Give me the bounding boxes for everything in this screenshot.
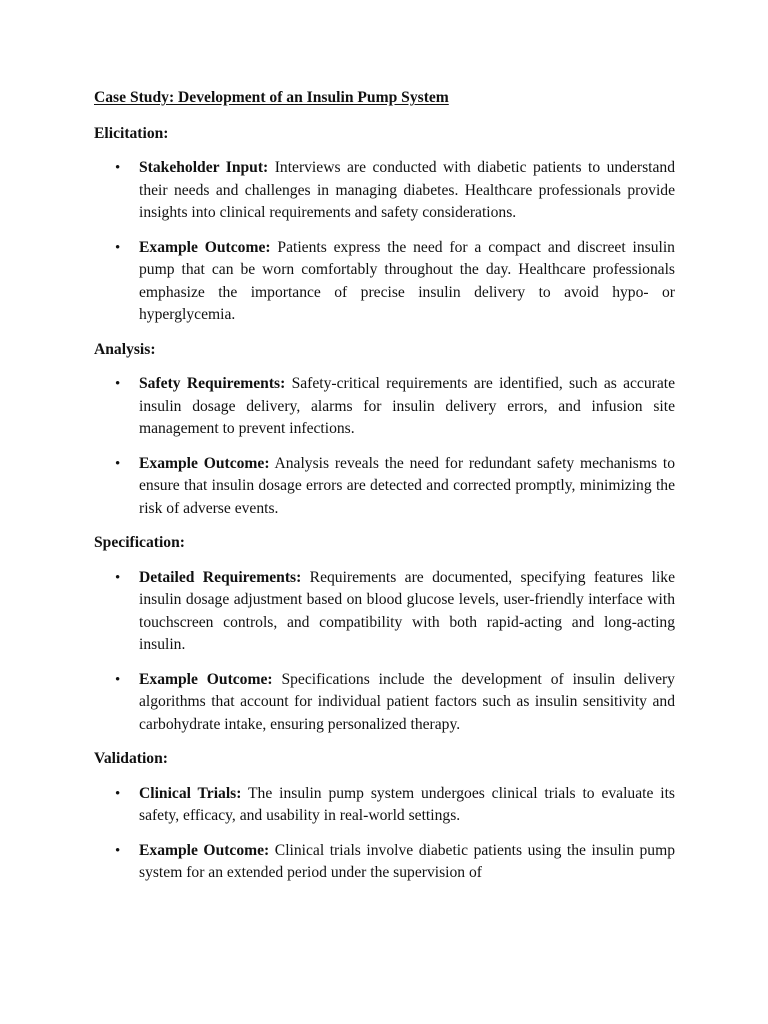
bullet-list xyxy=(94,783,675,885)
bullet-icon: • xyxy=(115,376,121,392)
section-elicitation xyxy=(94,123,675,327)
bullet-term: Safety Requirements: xyxy=(139,375,286,392)
section-heading: Specification: xyxy=(94,534,185,551)
bullet-icon: • xyxy=(115,455,121,472)
bullet-term: Clinical Trials: xyxy=(139,784,242,802)
bullet-term: Detailed Requirements: xyxy=(139,568,302,586)
section-heading: Analysis: xyxy=(94,340,156,358)
section-specification xyxy=(94,532,675,736)
bullet-icon: • xyxy=(115,160,121,176)
bullet-term: Example Outcome: xyxy=(139,238,271,256)
bullet-item xyxy=(94,567,675,657)
bullet-text: Analysis reveals the need for redundant safety mechanisms to ensure that insulin dosage errors are detected and corrected promptly, minimizing the risk of adverse events. xyxy=(139,454,675,517)
bullet-icon: • xyxy=(115,239,121,256)
document-page xyxy=(94,87,675,897)
bullet-icon: • xyxy=(115,785,121,802)
section-analysis xyxy=(94,339,675,521)
bullet-term: Example Outcome: xyxy=(139,841,270,859)
bullet-item xyxy=(94,373,675,441)
bullet-text: Requirements are documented, specifying features like insulin dosage adjustment based on blood glucose levels, user-friendly interface with touchscreen controls, and compatibility with both rapid-acting and long-acting insulin. xyxy=(139,568,676,653)
bullet-item xyxy=(94,237,675,327)
bullet-text: Safety-critical requirements are identified, such as accurate insulin dosage delivery, alarms for insulin delivery errors, and infusion site management to prevent infections. xyxy=(139,375,675,437)
section-validation xyxy=(94,748,675,885)
bullet-item xyxy=(94,840,675,885)
bullet-text: Interviews are conducted with diabetic patients to understand their needs and challenges in managing diabetes. Healthcare professionals provide insights into clinical requirements and safety considerations. xyxy=(139,159,675,221)
bullet-list xyxy=(94,373,675,520)
bullet-icon: • xyxy=(115,671,121,688)
bullet-list xyxy=(94,567,675,737)
section-heading: Elicitation: xyxy=(94,124,169,142)
bullet-term: Stakeholder Input: xyxy=(139,159,269,176)
section-heading: Validation: xyxy=(94,750,168,767)
bullet-term: Example Outcome: xyxy=(139,670,273,688)
document-title: Case Study: Development of an Insulin Pump System xyxy=(94,89,449,106)
bullet-text: Patients express the need for a compact and discreet insulin pump that can be worn comfortably throughout the day. Healthcare professionals emphasize the importance of precise insulin delivery to avoid hypo- or hyperglycemia. xyxy=(139,238,675,323)
bullet-term: Example Outcome: xyxy=(139,454,270,472)
bullet-icon: • xyxy=(115,842,121,859)
bullet-item xyxy=(94,157,675,225)
bullet-item xyxy=(94,783,675,828)
bullet-icon: • xyxy=(115,569,121,586)
bullet-text: Specifications include the development of insulin delivery algorithms that account for individual patient factors such as insulin sensitivity and carbohydrate intake, ensuring personalized therapy. xyxy=(139,670,675,733)
bullet-item xyxy=(94,669,675,737)
bullet-list xyxy=(94,157,675,327)
bullet-text: Clinical trials involve diabetic patients using the insulin pump system for an extended period under the supervision of xyxy=(139,841,675,881)
bullet-item xyxy=(94,453,675,521)
bullet-text: The insulin pump system undergoes clinical trials to evaluate its safety, efficacy, and usability in real-world settings. xyxy=(139,784,675,824)
